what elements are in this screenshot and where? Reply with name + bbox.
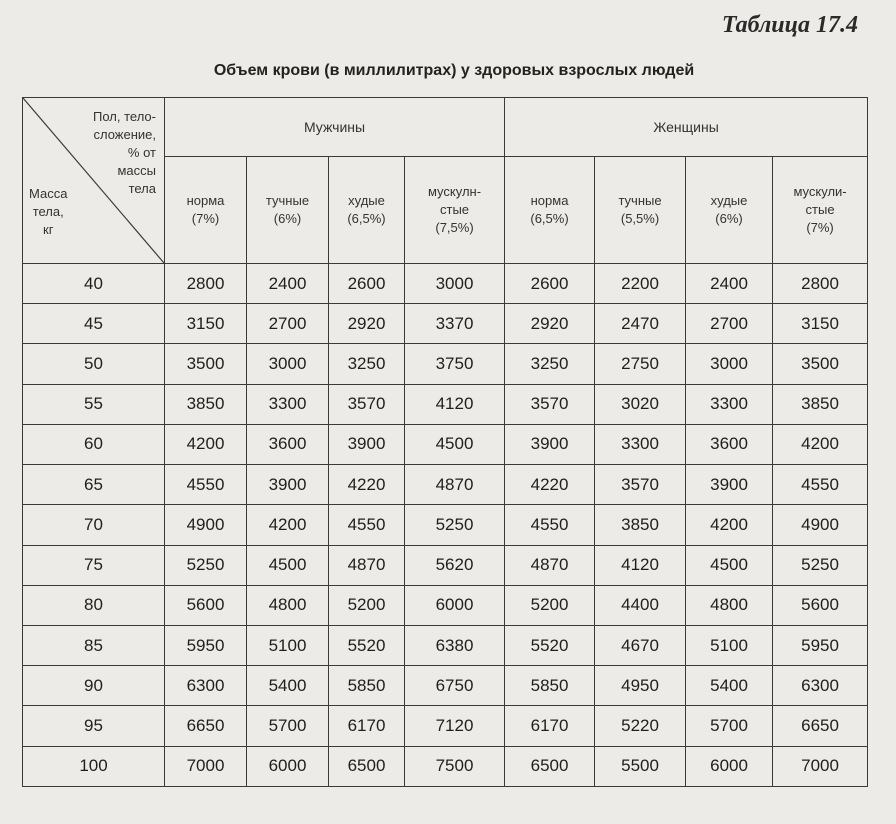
value-cell: 4550	[773, 465, 868, 505]
value-cell: 4950	[595, 666, 686, 706]
column-header: тучные (6%)	[247, 157, 329, 264]
value-cell: 3250	[505, 344, 595, 384]
table-row	[23, 264, 868, 304]
table-row	[23, 625, 868, 665]
value-cell: 4870	[329, 545, 405, 585]
blood-volume-table	[22, 97, 868, 787]
value-cell: 6500	[505, 746, 595, 786]
value-cell: 4900	[165, 505, 247, 545]
mass-cell: 100	[23, 746, 165, 786]
mass-cell: 65	[23, 465, 165, 505]
mass-cell: 55	[23, 384, 165, 424]
mass-cell: 40	[23, 264, 165, 304]
column-header: норма (7%)	[165, 157, 247, 264]
value-cell: 3600	[247, 424, 329, 464]
value-cell: 3150	[165, 304, 247, 344]
value-cell: 5500	[595, 746, 686, 786]
table-caption: Объем крови (в миллилитрах) у здоровых взрослых людей	[213, 62, 695, 79]
value-cell: 5200	[329, 585, 405, 625]
value-cell: 5700	[247, 706, 329, 746]
value-cell: 3850	[595, 505, 686, 545]
value-cell: 5200	[505, 585, 595, 625]
mass-cell: 85	[23, 625, 165, 665]
group-header-men: Мужчины	[165, 98, 505, 157]
value-cell: 4120	[405, 384, 505, 424]
value-cell: 3570	[505, 384, 595, 424]
value-cell: 4800	[247, 585, 329, 625]
value-cell: 3570	[329, 384, 405, 424]
table-row	[23, 344, 868, 384]
mass-cell: 60	[23, 424, 165, 464]
value-cell: 3000	[686, 344, 773, 384]
value-cell: 5250	[773, 545, 868, 585]
value-cell: 6000	[405, 585, 505, 625]
table-body	[23, 264, 868, 787]
value-cell: 5950	[165, 625, 247, 665]
value-cell: 4500	[686, 545, 773, 585]
table-row	[23, 304, 868, 344]
value-cell: 4200	[773, 424, 868, 464]
mass-cell: 75	[23, 545, 165, 585]
table-number: Таблица 17.4	[721, 12, 858, 38]
value-cell: 5520	[329, 625, 405, 665]
column-header: худые (6,5%)	[329, 157, 405, 264]
value-cell: 5100	[686, 625, 773, 665]
value-cell: 7500	[405, 746, 505, 786]
value-cell: 7120	[405, 706, 505, 746]
value-cell: 5250	[405, 505, 505, 545]
value-cell: 3500	[165, 344, 247, 384]
value-cell: 3570	[595, 465, 686, 505]
value-cell: 6750	[405, 666, 505, 706]
value-cell: 2470	[595, 304, 686, 344]
value-cell: 3250	[329, 344, 405, 384]
value-cell: 3600	[686, 424, 773, 464]
mass-cell: 80	[23, 585, 165, 625]
value-cell: 6650	[165, 706, 247, 746]
value-cell: 2700	[247, 304, 329, 344]
value-cell: 4500	[247, 545, 329, 585]
value-cell: 4550	[329, 505, 405, 545]
column-header: худые (6%)	[686, 157, 773, 264]
value-cell: 3900	[329, 424, 405, 464]
value-cell: 4200	[165, 424, 247, 464]
corner-top-right-label: Пол, тело- сложение, % от массы тела	[93, 109, 156, 196]
table-row	[23, 585, 868, 625]
value-cell: 2600	[329, 264, 405, 304]
value-cell: 2920	[505, 304, 595, 344]
value-cell: 5700	[686, 706, 773, 746]
value-cell: 5250	[165, 545, 247, 585]
value-cell: 2700	[686, 304, 773, 344]
mass-cell: 45	[23, 304, 165, 344]
mass-cell: 95	[23, 706, 165, 746]
value-cell: 4550	[165, 465, 247, 505]
value-cell: 4870	[505, 545, 595, 585]
value-cell: 4220	[505, 465, 595, 505]
value-cell: 3000	[405, 264, 505, 304]
value-cell: 5950	[773, 625, 868, 665]
value-cell: 5620	[405, 545, 505, 585]
table-row	[23, 465, 868, 505]
value-cell: 4870	[405, 465, 505, 505]
value-cell: 7000	[165, 746, 247, 786]
value-cell: 3300	[595, 424, 686, 464]
value-cell: 5850	[505, 666, 595, 706]
table-row	[23, 505, 868, 545]
value-cell: 7000	[773, 746, 868, 786]
value-cell: 6300	[165, 666, 247, 706]
value-cell: 2400	[686, 264, 773, 304]
value-cell: 4800	[686, 585, 773, 625]
value-cell: 4200	[247, 505, 329, 545]
column-header: норма (6,5%)	[505, 157, 595, 264]
value-cell: 6300	[773, 666, 868, 706]
value-cell: 3300	[247, 384, 329, 424]
value-cell: 5850	[329, 666, 405, 706]
value-cell: 5520	[505, 625, 595, 665]
value-cell: 5100	[247, 625, 329, 665]
mass-cell: 50	[23, 344, 165, 384]
value-cell: 2920	[329, 304, 405, 344]
value-cell: 6650	[773, 706, 868, 746]
value-cell: 3150	[773, 304, 868, 344]
value-cell: 4670	[595, 625, 686, 665]
value-cell: 5600	[773, 585, 868, 625]
value-cell: 3900	[505, 424, 595, 464]
value-cell: 2400	[247, 264, 329, 304]
group-header-women: Женщины	[505, 98, 868, 157]
value-cell: 5600	[165, 585, 247, 625]
value-cell: 3850	[165, 384, 247, 424]
value-cell: 2800	[165, 264, 247, 304]
value-cell: 3500	[773, 344, 868, 384]
value-cell: 2800	[773, 264, 868, 304]
value-cell: 6500	[329, 746, 405, 786]
table-row	[23, 706, 868, 746]
corner-bottom-left-label: Масса тела, кг	[29, 186, 68, 237]
table-row	[23, 545, 868, 585]
column-header: мускули- стые (7%)	[773, 157, 868, 264]
value-cell: 2200	[595, 264, 686, 304]
table-row	[23, 666, 868, 706]
corner-header	[23, 98, 165, 264]
value-cell: 4200	[686, 505, 773, 545]
value-cell: 4220	[329, 465, 405, 505]
value-cell: 6170	[329, 706, 405, 746]
value-cell: 5220	[595, 706, 686, 746]
table-row	[23, 746, 868, 786]
value-cell: 2750	[595, 344, 686, 384]
value-cell: 5400	[686, 666, 773, 706]
value-cell: 3900	[247, 465, 329, 505]
mass-cell: 90	[23, 666, 165, 706]
table-row	[23, 424, 868, 464]
value-cell: 6170	[505, 706, 595, 746]
value-cell: 2600	[505, 264, 595, 304]
value-cell: 3300	[686, 384, 773, 424]
value-cell: 3750	[405, 344, 505, 384]
value-cell: 4120	[595, 545, 686, 585]
column-header: тучные (5,5%)	[595, 157, 686, 264]
value-cell: 5400	[247, 666, 329, 706]
value-cell: 4550	[505, 505, 595, 545]
value-cell: 6000	[686, 746, 773, 786]
value-cell: 3850	[773, 384, 868, 424]
value-cell: 3900	[686, 465, 773, 505]
value-cell: 4500	[405, 424, 505, 464]
value-cell: 4900	[773, 505, 868, 545]
value-cell: 6000	[247, 746, 329, 786]
value-cell: 4400	[595, 585, 686, 625]
table-row	[23, 384, 868, 424]
column-header: мускулн- стые (7,5%)	[405, 157, 505, 264]
value-cell: 3020	[595, 384, 686, 424]
value-cell: 3000	[247, 344, 329, 384]
mass-cell: 70	[23, 505, 165, 545]
value-cell: 3370	[405, 304, 505, 344]
value-cell: 6380	[405, 625, 505, 665]
